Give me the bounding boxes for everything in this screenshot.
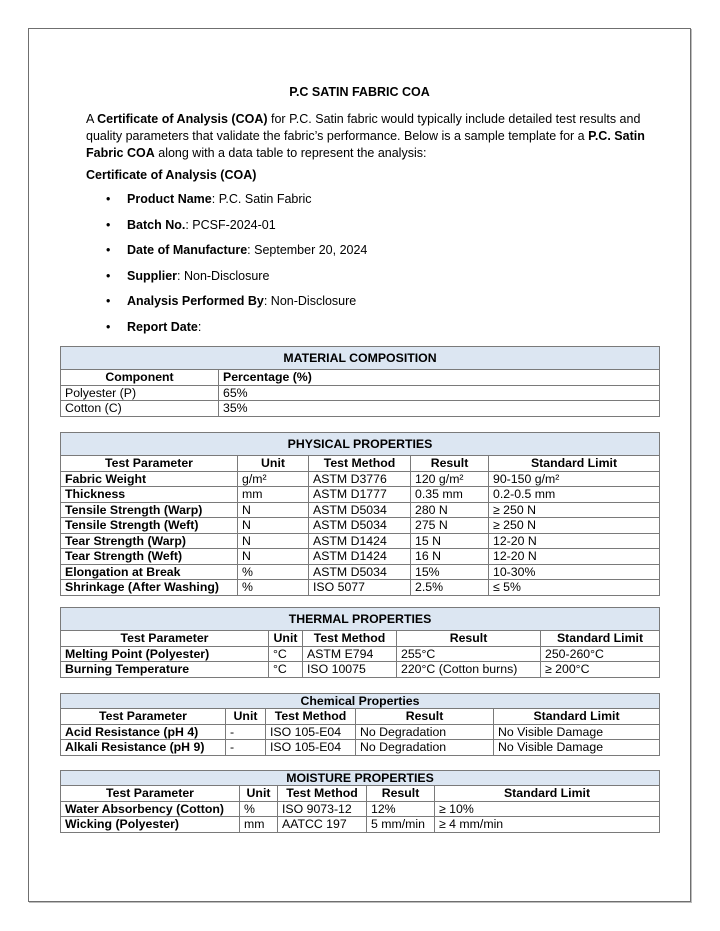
parameter-cell: Acid Resistance (pH 4) bbox=[61, 724, 226, 740]
column-header: Percentage (%) bbox=[219, 370, 660, 386]
table-cell: % bbox=[240, 801, 278, 817]
column-header: Test Parameter bbox=[61, 631, 269, 647]
table-cell: ISO 105-E04 bbox=[266, 740, 356, 756]
table-title: MATERIAL COMPOSITION bbox=[61, 347, 660, 370]
detail-label: Batch No. bbox=[127, 217, 186, 232]
table-row bbox=[61, 564, 660, 580]
table-cell: 255°C bbox=[397, 646, 541, 662]
table-cell: ≥ 200°C bbox=[541, 662, 660, 678]
intro-bold-fabric-coa: P.C. Satin Fabric COA bbox=[86, 129, 645, 160]
thermal-properties-table bbox=[60, 607, 660, 678]
table-cell: N bbox=[238, 533, 309, 549]
table-cell: % bbox=[238, 580, 309, 596]
document-title: P.C SATIN FABRIC COA bbox=[289, 85, 430, 99]
moisture-properties-table bbox=[60, 770, 660, 833]
table-cell: ISO 10075 bbox=[303, 662, 397, 678]
table-cell: 280 N bbox=[411, 502, 489, 518]
table-row bbox=[61, 801, 660, 817]
table-cell: °C bbox=[269, 646, 303, 662]
column-header: Unit bbox=[226, 709, 266, 725]
table-title: Chemical Properties bbox=[61, 694, 660, 709]
table-row bbox=[61, 518, 660, 534]
column-header: Unit bbox=[238, 456, 309, 472]
column-header: Standard Limit bbox=[541, 631, 660, 647]
parameter-cell: Tensile Strength (Weft) bbox=[61, 518, 238, 534]
table-cell: ASTM D5034 bbox=[309, 564, 411, 580]
table-row bbox=[61, 724, 660, 740]
column-header: Test Parameter bbox=[61, 786, 240, 802]
column-header: Test Method bbox=[303, 631, 397, 647]
material-composition-table bbox=[60, 346, 660, 417]
table-row bbox=[61, 502, 660, 518]
parameter-cell: Tear Strength (Warp) bbox=[61, 533, 238, 549]
detail-label: Product Name bbox=[127, 192, 212, 206]
table-cell: - bbox=[226, 724, 266, 740]
detail-value: : September 20, 2024 bbox=[247, 243, 368, 257]
table-cell: ASTM D1424 bbox=[309, 533, 411, 549]
parameter-cell: Tensile Strength (Warp) bbox=[61, 502, 238, 518]
list-item: • Analysis Performed By: Non-Disclosure bbox=[106, 294, 357, 308]
intro-paragraph bbox=[86, 111, 646, 162]
list-item: • Product Name: P.C. Satin Fabric bbox=[106, 192, 312, 206]
column-header: Result bbox=[411, 456, 489, 472]
table-cell: g/m² bbox=[238, 471, 309, 487]
parameter-cell: Thickness bbox=[61, 487, 238, 503]
table-row bbox=[61, 646, 660, 662]
table-cell: 15 N bbox=[411, 533, 489, 549]
table-row bbox=[61, 471, 660, 487]
detail-value: : P.C. Satin Fabric bbox=[211, 192, 312, 206]
table-cell: 12% bbox=[367, 801, 435, 817]
table-cell: ISO 5077 bbox=[309, 580, 411, 596]
table-cell: 220°C (Cotton burns) bbox=[397, 662, 541, 678]
intro-text: along with a data table to represent the analysis: bbox=[154, 146, 427, 160]
column-header: Standard Limit bbox=[435, 786, 660, 802]
parameter-cell: Burning Temperature bbox=[61, 662, 269, 678]
table-header-row bbox=[61, 786, 660, 802]
detail-label: Supplier bbox=[127, 268, 178, 283]
chemical-properties-table bbox=[60, 693, 660, 756]
column-header: Result bbox=[397, 631, 541, 647]
table-cell: 12-20 N bbox=[489, 549, 660, 565]
detail-value: : bbox=[197, 319, 202, 334]
table-row bbox=[61, 385, 660, 401]
list-item: • Batch No.: PCSF-2024-01 bbox=[106, 217, 276, 232]
detail-label: Report Date bbox=[127, 319, 198, 334]
parameter-cell: Fabric Weight bbox=[61, 471, 238, 487]
table-cell: No Degradation bbox=[356, 724, 494, 740]
table-cell: 0.2-0.5 mm bbox=[489, 487, 660, 503]
column-header: Test Method bbox=[266, 709, 356, 725]
table-cell: ASTM D1777 bbox=[309, 487, 411, 503]
coa-heading: Certificate of Analysis (COA) bbox=[86, 168, 257, 182]
parameter-cell: Alkali Resistance (pH 9) bbox=[61, 740, 226, 756]
table-cell: Cotton (C) bbox=[61, 401, 219, 417]
parameter-cell: Melting Point (Polyester) bbox=[61, 646, 269, 662]
column-header: Result bbox=[367, 786, 435, 802]
column-header: Test Method bbox=[278, 786, 367, 802]
table-row bbox=[61, 487, 660, 503]
column-header: Test Parameter bbox=[61, 456, 238, 472]
table-cell: No Degradation bbox=[356, 740, 494, 756]
table-cell: ASTM D5034 bbox=[309, 502, 411, 518]
table-cell: ASTM E794 bbox=[303, 646, 397, 662]
table-cell: 275 N bbox=[411, 518, 489, 534]
table-header-row bbox=[61, 456, 660, 472]
table-title: THERMAL PROPERTIES bbox=[61, 608, 660, 631]
table-cell: Polyester (P) bbox=[61, 385, 219, 401]
table-cell: 10-30% bbox=[489, 564, 660, 580]
table-row bbox=[61, 817, 660, 833]
table-row bbox=[61, 401, 660, 417]
table-cell: mm bbox=[240, 817, 278, 833]
column-header: Test Method bbox=[309, 456, 411, 472]
table-cell: AATCC 197 bbox=[278, 817, 367, 833]
table-cell: °C bbox=[269, 662, 303, 678]
detail-label: Date of Manufacture bbox=[127, 243, 248, 257]
table-cell: 90-150 g/m² bbox=[489, 471, 660, 487]
table-title: PHYSICAL PROPERTIES bbox=[61, 433, 660, 456]
table-cell: N bbox=[238, 502, 309, 518]
column-header: Test Parameter bbox=[61, 709, 226, 725]
detail-value: : Non-Disclosure bbox=[263, 294, 357, 308]
intro-text: for P.C. Satin fabric would typically include detailed test results and quality parameters that validate the fabric’s performance. Below is a sample template for a bbox=[86, 112, 641, 143]
table-cell: 5 mm/min bbox=[367, 817, 435, 833]
document-page bbox=[28, 28, 691, 902]
table-cell: 65% bbox=[219, 385, 660, 401]
parameter-cell: Shrinkage (After Washing) bbox=[61, 580, 238, 596]
list-item: • Report Date: bbox=[106, 319, 202, 334]
table-cell: ISO 105-E04 bbox=[266, 724, 356, 740]
physical-properties-table bbox=[60, 432, 660, 596]
table-cell: ≥ 250 N bbox=[489, 502, 660, 518]
table-cell: ISO 9073-12 bbox=[278, 801, 367, 817]
table-header-row bbox=[61, 631, 660, 647]
table-cell: 12-20 N bbox=[489, 533, 660, 549]
table-cell: ≥ 10% bbox=[435, 801, 660, 817]
table-cell: 15% bbox=[411, 564, 489, 580]
table-cell: % bbox=[238, 564, 309, 580]
table-cell: - bbox=[226, 740, 266, 756]
table-header-row bbox=[61, 370, 660, 386]
table-row bbox=[61, 740, 660, 756]
table-cell: No Visible Damage bbox=[494, 724, 660, 740]
detail-label: Analysis Performed By bbox=[127, 294, 264, 308]
column-header: Unit bbox=[269, 631, 303, 647]
table-row bbox=[61, 580, 660, 596]
table-cell: 16 N bbox=[411, 549, 489, 565]
table-cell: N bbox=[238, 549, 309, 565]
column-header: Unit bbox=[240, 786, 278, 802]
detail-value: : PCSF-2024-01 bbox=[185, 217, 276, 232]
list-item: • Supplier: Non-Disclosure bbox=[106, 268, 270, 283]
table-row bbox=[61, 662, 660, 678]
table-cell: 35% bbox=[219, 401, 660, 417]
table-cell: mm bbox=[238, 487, 309, 503]
table-cell: 120 g/m² bbox=[411, 471, 489, 487]
column-header: Component bbox=[61, 370, 219, 386]
parameter-cell: Wicking (Polyester) bbox=[61, 817, 240, 833]
table-cell: ≥ 4 mm/min bbox=[435, 817, 660, 833]
parameter-cell: Tear Strength (Weft) bbox=[61, 549, 238, 565]
parameter-cell: Elongation at Break bbox=[61, 564, 238, 580]
column-header: Standard Limit bbox=[489, 456, 660, 472]
table-cell: N bbox=[238, 518, 309, 534]
detail-value: : Non-Disclosure bbox=[177, 268, 270, 283]
table-row bbox=[61, 533, 660, 549]
table-cell: 2.5% bbox=[411, 580, 489, 596]
parameter-cell: Water Absorbency (Cotton) bbox=[61, 801, 240, 817]
table-cell: ASTM D1424 bbox=[309, 549, 411, 565]
table-cell: ≥ 250 N bbox=[489, 518, 660, 534]
table-cell: ≤ 5% bbox=[489, 580, 660, 596]
table-cell: ASTM D3776 bbox=[309, 471, 411, 487]
table-cell: 0.35 mm bbox=[411, 487, 489, 503]
table-cell: No Visible Damage bbox=[494, 740, 660, 756]
table-row bbox=[61, 549, 660, 565]
column-header: Standard Limit bbox=[494, 709, 660, 725]
list-item: • Date of Manufacture: September 20, 2024 bbox=[106, 243, 368, 257]
intro-bold-coa: Certificate of Analysis (COA) bbox=[97, 112, 268, 126]
table-cell: ASTM D5034 bbox=[309, 518, 411, 534]
column-header: Result bbox=[356, 709, 494, 725]
table-cell: 250-260°C bbox=[541, 646, 660, 662]
coa-details-list bbox=[86, 192, 367, 345]
intro-text: A bbox=[86, 112, 98, 126]
table-title: MOISTURE PROPERTIES bbox=[61, 771, 660, 786]
table-header-row bbox=[61, 709, 660, 725]
